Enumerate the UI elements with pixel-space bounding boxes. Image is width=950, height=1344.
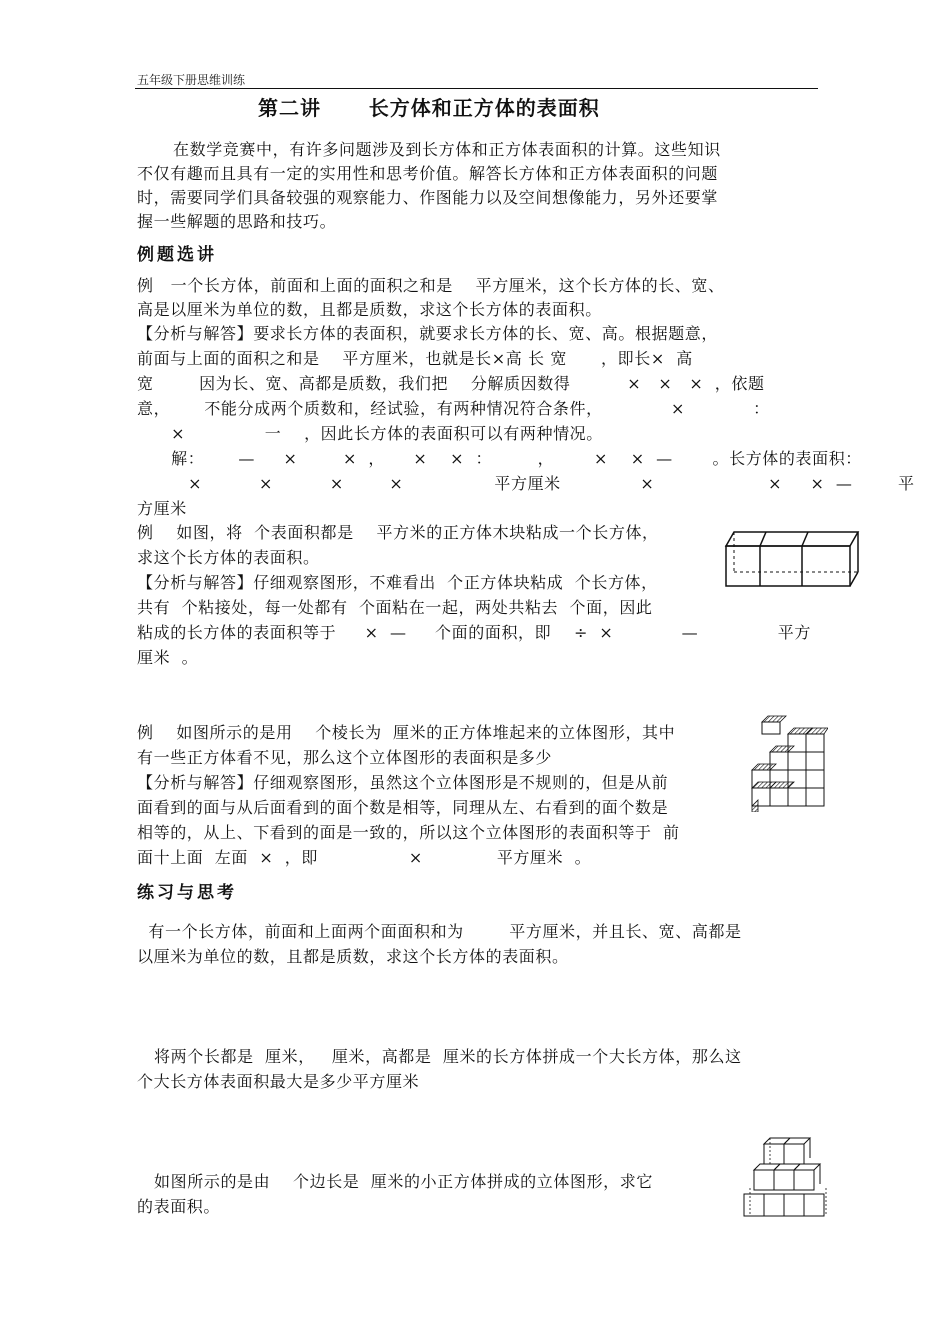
example1-line: 【分析与解答】要求长方体的表面积，就要求长方体的长、宽、高。根据题意， — [137, 324, 719, 343]
example2-line: 粘成的长方体的表面积等于 × — 个面的面积，即 ÷ × — 平方 — [137, 623, 811, 642]
practice3-line: 如图所示的是由 个边长是 厘米的小正方体拼成的立体图形，求它 — [137, 1172, 653, 1191]
section-heading-examples: 例题选讲 — [137, 245, 217, 265]
example1-line: × × × × 平方厘米 × × × — 平 — [137, 474, 915, 493]
lesson-title: 第二讲 长方体和正方体的表面积 — [258, 96, 600, 120]
example3-line: 面看到的面与从后面看到的面个数是相等，同理从左、右看到的面个数是 — [137, 798, 669, 817]
header-rule — [135, 88, 818, 89]
intro-line: 在数学竞赛中，有许多问题涉及到长方体和正方体表面积的计算。这些知识 — [173, 140, 721, 159]
example1-line: 前面与上面的面积之和是 平方厘米，也就是长×高 长 宽 ，即长× 高 — [137, 349, 693, 368]
practice1-line: 以厘米为单位的数，且都是质数，求这个长方体的表面积。 — [137, 947, 569, 966]
example2-line: 共有 个粘接处，每一处都有 个面粘在一起，两处共粘去 个面，因此 — [137, 598, 653, 617]
example1-line: 意， 不能分成两个质数和，经试验，有两种情况符合条件， × ： — [137, 399, 770, 418]
small-cubes-figure — [740, 1136, 830, 1222]
example2-line: 【分析与解答】仔细观察图形，不难看出 个正方体块粘成 个长方体， — [137, 573, 658, 592]
example3-line: 【分析与解答】仔细观察图形，虽然这个立体图形是不规则的，但是从前 — [137, 773, 669, 792]
running-header: 五年级下册思维训练 — [137, 73, 246, 87]
example1-line: 高是以厘米为单位的数，且都是质数，求这个长方体的表面积。 — [137, 300, 602, 319]
example3-line: 相等的，从上、下看到的面是一致的，所以这个立体图形的表面积等于 前 — [137, 823, 680, 842]
stacked-cubes-figure — [748, 712, 828, 812]
three-cubes-cuboid-figure — [722, 526, 862, 592]
example2-line: 求这个长方体的表面积。 — [137, 548, 320, 567]
example3-line: 面十上面 左面 × ，即 × 平方厘米 。 — [137, 848, 592, 867]
section-heading-practice: 练习与思考 — [137, 883, 237, 903]
practice3-line: 的表面积。 — [137, 1197, 221, 1216]
intro-line: 握一些解题的思路和技巧。 — [137, 212, 337, 231]
example2-line: 例 如图，将 个表面积都是 平方米的正方体木块粘成一个长方体， — [137, 523, 659, 542]
practice2-line: 个大长方体表面积最大是多少平方厘米 — [137, 1072, 420, 1091]
practice2-line: 将两个长都是 厘米， 厘米，高都是 厘米的长方体拼成一个大长方体，那么这 — [137, 1047, 742, 1066]
intro-line: 不仅有趣而且具有一定的实用性和思考价值。解答长方体和正方体表面积的问题 — [137, 164, 719, 183]
intro-line: 时，需要同学们具备较强的观察能力、作图能力以及空间想像能力，另外还要掌 — [137, 188, 719, 207]
example1-line: 宽 因为长、宽、高都是质数，我们把 分解质因数得 × × × ，依题 — [137, 374, 765, 393]
practice1-line: 有一个长方体，前面和上面两个面面积和为 平方厘米，并且长、宽、高都是 — [137, 922, 742, 941]
example1-line: 例 一个长方体，前面和上面的面积之和是 平方厘米，这个长方体的长、宽、 — [137, 276, 725, 295]
example2-line: 厘米 。 — [137, 648, 199, 667]
example3-line: 例 如图所示的是用 个棱长为 厘米的正方体堆起来的立体图形，其中 — [137, 723, 676, 742]
example3-line: 有一些正方体看不见，那么这个立体图形的表面积是多少 — [137, 748, 553, 767]
example1-line: × 一 ，因此长方体的表面积可以有两种情况。 — [137, 424, 603, 443]
example1-line: 方厘米 — [137, 499, 187, 518]
example1-line: 解： — × × ， × × ： ， × × — 。长方体的表面积： — [137, 449, 862, 468]
